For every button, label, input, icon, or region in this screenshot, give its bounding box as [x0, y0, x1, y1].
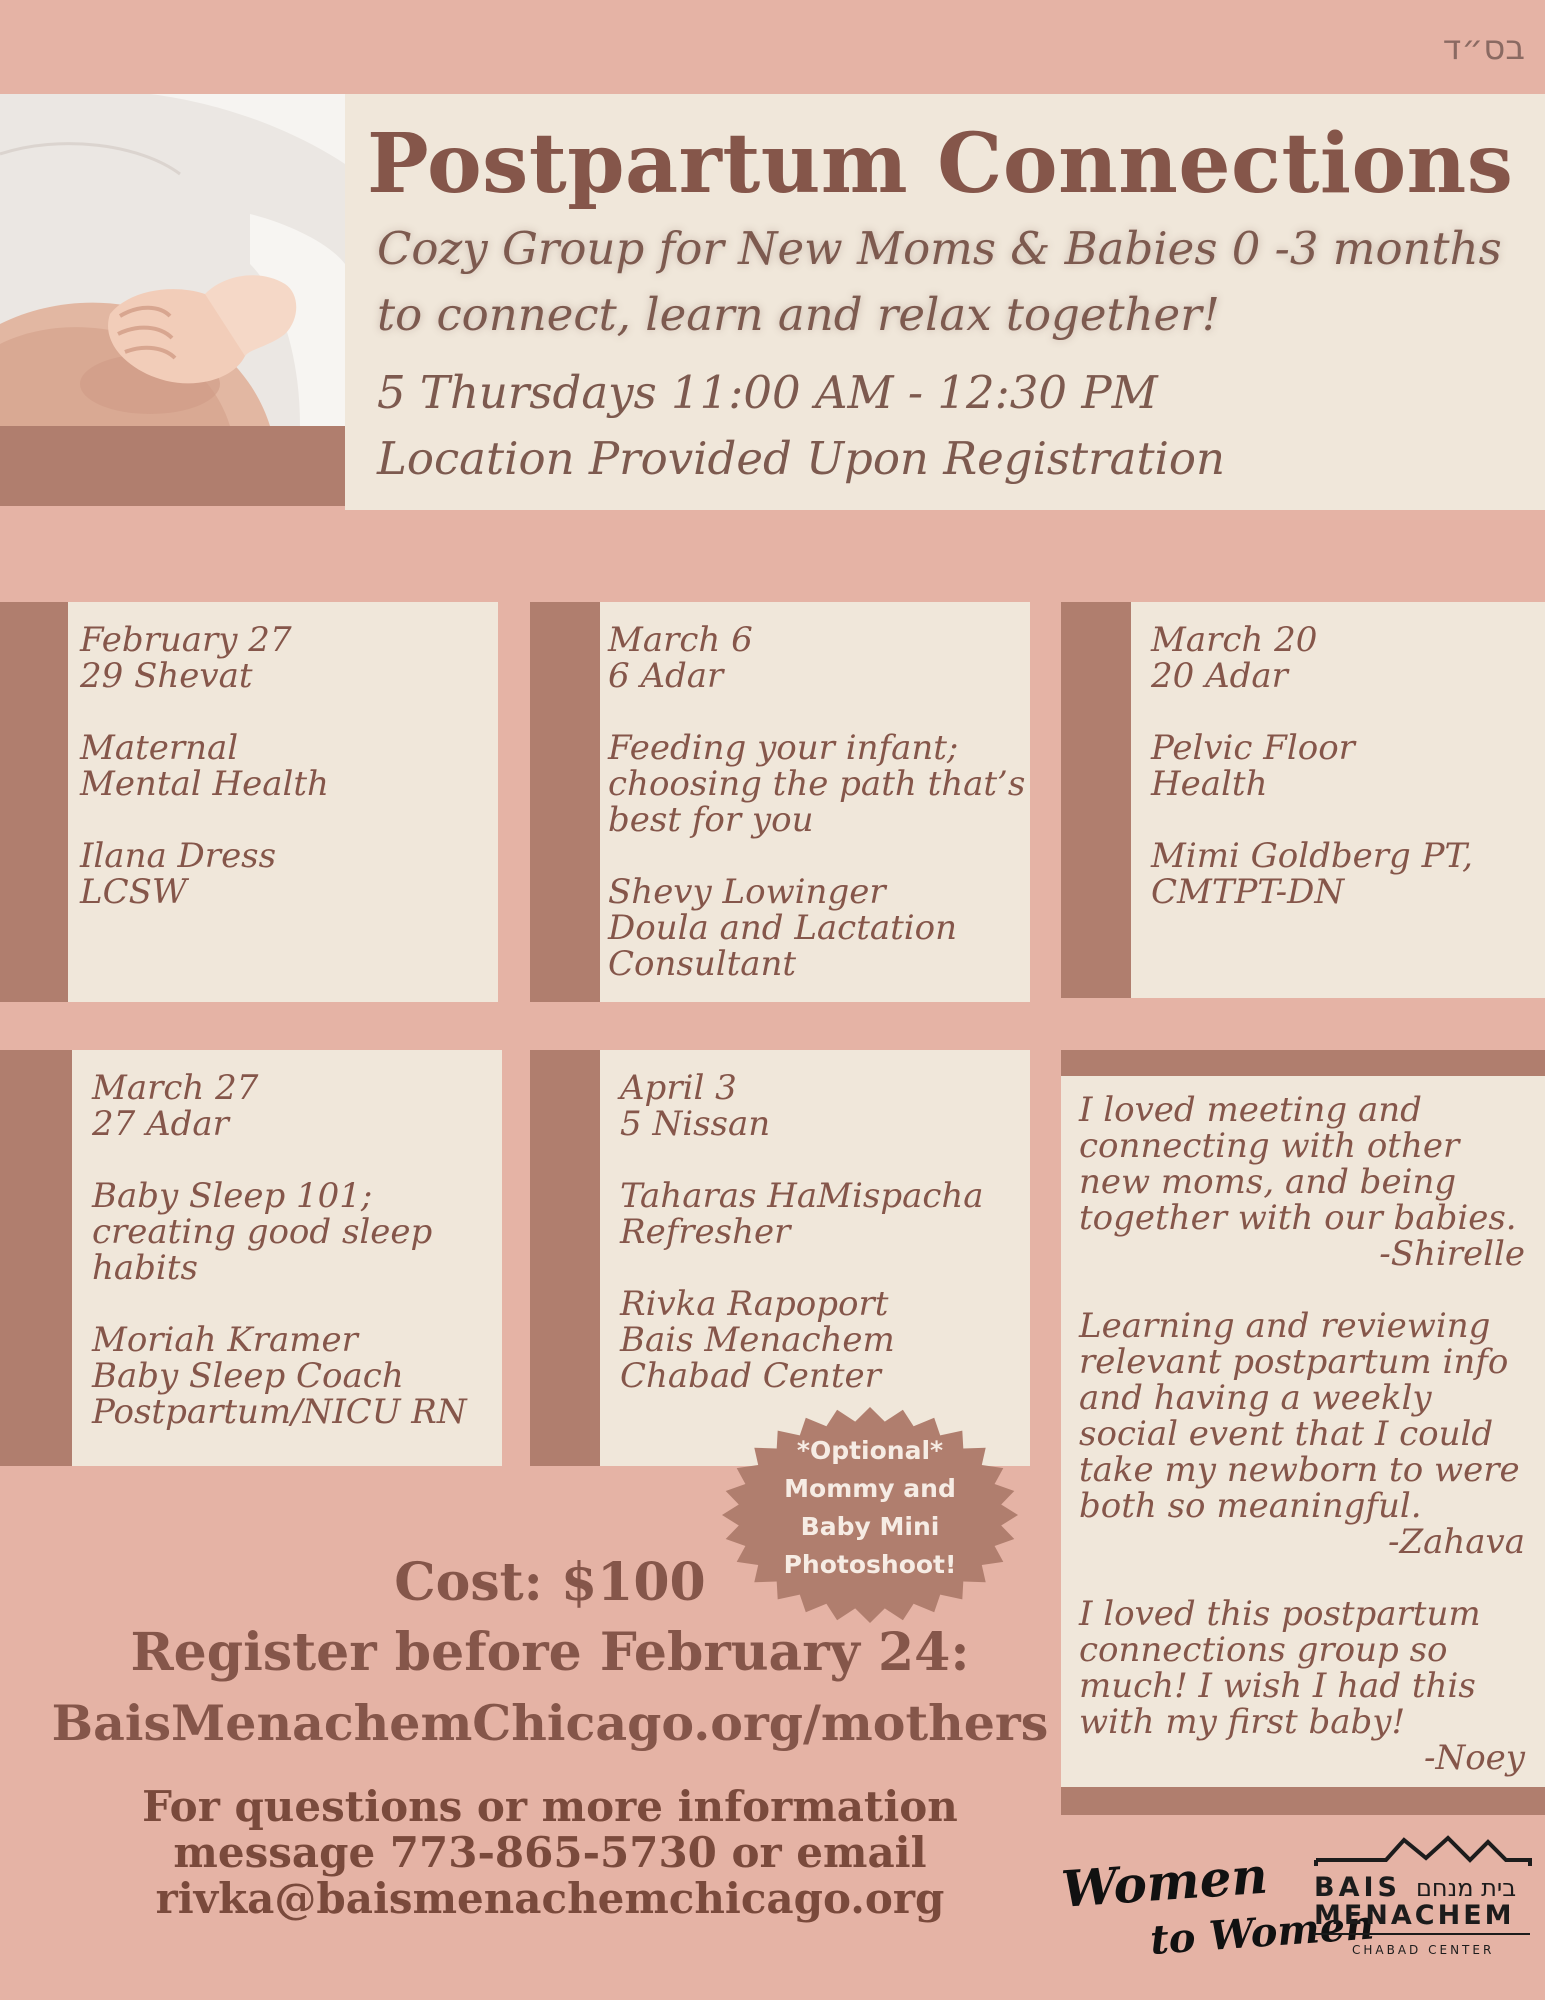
deadline-text: Register before February 24:: [130, 1622, 970, 1683]
contact-line-1: For questions or more information: [142, 1782, 958, 1831]
session-hebrew-date: 29 Shevat: [80, 656, 253, 696]
session-hebrew-date: 27 Adar: [92, 1104, 229, 1144]
baby-hand-photo: [0, 94, 345, 426]
schedule-location: Location Provided Upon Registration: [377, 432, 1225, 485]
session-date: March 20: [1151, 620, 1318, 660]
testimonials-bottom-bar: [1061, 1787, 1545, 1815]
session-speaker: Rivka Rapoport Bais Menachem Chabad Center: [620, 1284, 895, 1396]
testimonial: [1079, 1092, 1525, 1272]
schedule: [377, 360, 1527, 492]
header-panel: [345, 94, 1545, 510]
testimonial-text: Learning and reviewing relevant postpartum info and having a weekly social event that I could take my newborn to were both so meaningful.: [1079, 1306, 1520, 1526]
women-to-women-logo-line2: to Women: [1148, 1901, 1376, 1964]
testimonial: [1079, 1308, 1525, 1560]
photoshoot-badge-text: *Optional* Mommy and Baby Mini Photoshoot!: [783, 1436, 957, 1579]
hebrew-logo-text: בית מנחם: [1416, 1874, 1517, 1902]
page-title: Postpartum Connections: [367, 116, 1514, 212]
contact-block: [0, 1784, 1100, 1922]
session-date: March 6: [608, 620, 753, 660]
session-speaker: Mimi Goldberg PT, CMTPT-DN: [1151, 836, 1473, 912]
subtitle: Cozy Group for New Moms & Babies 0 -3 months to connect, learn and relax together!: [377, 222, 1502, 341]
session-date: April 3: [620, 1068, 737, 1108]
women-to-women-logo-line1: Women: [1059, 1845, 1270, 1919]
session-card-4: [0, 1050, 502, 1466]
registration-link[interactable]: BaisMenachemChicago.org/mothers: [51, 1694, 1049, 1752]
bsd-mark: בס״ד: [1442, 28, 1525, 68]
session-hebrew-date: 20 Adar: [1151, 656, 1288, 696]
contact-line-2: message 773-865-5730 or email: [173, 1828, 927, 1877]
testimonials-panel: [1061, 1050, 1545, 1815]
session-card-5: [530, 1050, 1030, 1466]
session-date: February 27: [80, 620, 292, 660]
menachem-text: MENACHEM: [1314, 1900, 1515, 1931]
bais-menachem-logo: [1308, 1830, 1538, 1960]
session-date: March 27: [92, 1068, 259, 1108]
testimonial-text: I loved meeting and connecting with other new moms, and being together with our babies.: [1079, 1090, 1517, 1238]
registration-block: [0, 1548, 1100, 1758]
testimonial: [1079, 1596, 1525, 1776]
session-speaker: Shevy Lowinger Doula and Lactation Consultant: [608, 872, 958, 984]
schedule-time: 5 Thursdays 11:00 AM - 12:30 PM: [377, 366, 1158, 419]
session-hebrew-date: 6 Adar: [608, 656, 724, 696]
testimonial-author: -Noey: [1423, 1738, 1525, 1778]
testimonial-text: I loved this postpartum connections group so much! I wish I had this with my first baby!: [1079, 1594, 1481, 1742]
photo-accent-band: [0, 426, 345, 506]
cost-text: Cost: $100: [394, 1552, 706, 1613]
session-speaker: Moriah Kramer Baby Sleep Coach Postpartum/NICU RN: [92, 1320, 467, 1432]
session-speaker: Ilana Dress LCSW: [80, 836, 277, 912]
testimonial-author: -Shirelle: [1379, 1234, 1525, 1274]
session-card-2: [530, 602, 1030, 1002]
session-topic: Taharas HaMispacha Refresher: [620, 1176, 984, 1252]
session-topic: Maternal Mental Health: [80, 728, 329, 804]
bais-text: BAIS: [1314, 1872, 1401, 1903]
session-topic: Baby Sleep 101; creating good sleep habits: [92, 1176, 433, 1288]
testimonials-top-bar: [1061, 1050, 1545, 1076]
chabad-center-text: CHABAD CENTER: [1352, 1943, 1495, 1957]
contact-email[interactable]: rivka@baismenachemchicago.org: [155, 1874, 945, 1923]
session-hebrew-date: 5 Nissan: [620, 1104, 771, 1144]
session-topic: Pelvic Floor Health: [1151, 728, 1355, 804]
session-topic: Feeding your infant; choosing the path that’s best for you: [608, 728, 1026, 840]
session-card-1: [0, 602, 498, 1002]
session-card-3: [1061, 602, 1545, 998]
testimonial-author: -Zahava: [1387, 1522, 1525, 1562]
